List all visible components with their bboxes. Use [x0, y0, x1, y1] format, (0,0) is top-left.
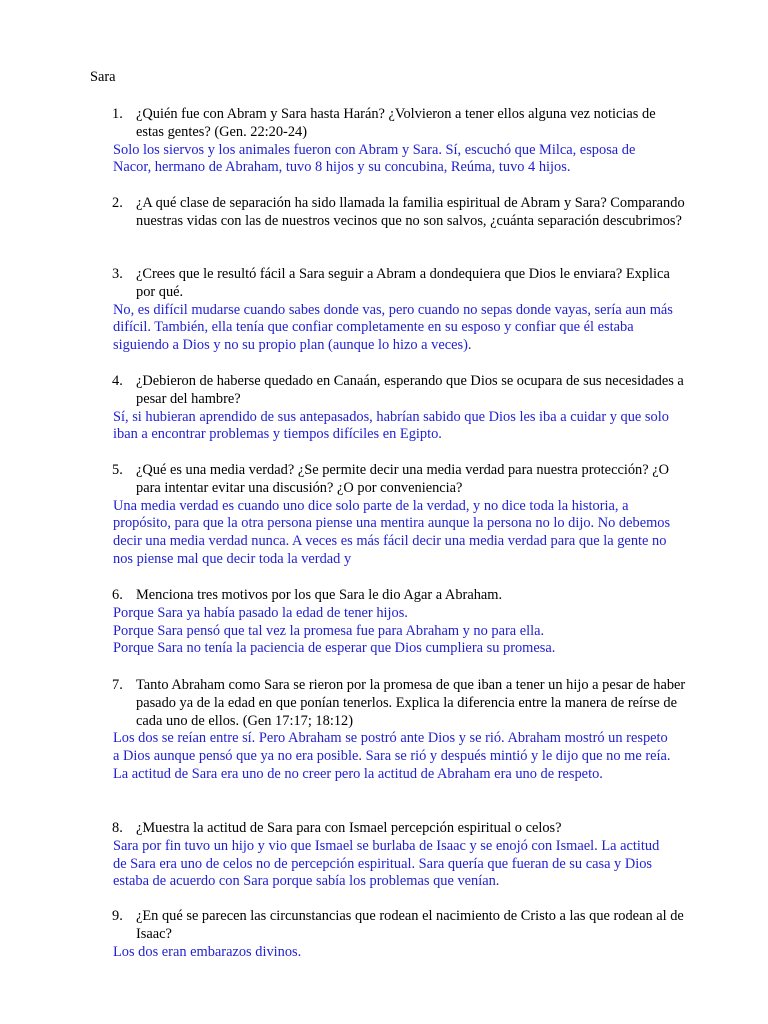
- question-text: [112, 106, 686, 142]
- answer-line: Porque Sara pensó que tal vez la promesa fue para Abraham y no para ella.: [113, 622, 545, 639]
- question-text: [112, 266, 686, 302]
- question-body: ¿En qué se parecen las circunstancias que rodean el nacimiento de Cristo a las que rodean al de Isaac?: [136, 908, 684, 942]
- question-body: ¿A qué clase de separación ha sido llamada la familia espiritual de Abram y Sara? Comparando nuestras vidas con las de nuestros vecinos que no son salvos, ¿cuánta separación descubrimos?: [136, 195, 685, 229]
- question-text: [112, 908, 686, 944]
- question-number: 6.: [112, 587, 123, 603]
- question-block-6: [0, 587, 768, 658]
- question-number: 2.: [112, 195, 123, 211]
- question-body: Menciona tres motivos por los que Sara le dio Agar a Abraham.: [136, 587, 503, 603]
- question-number: 8.: [112, 820, 123, 836]
- question-number: 5.: [112, 462, 123, 478]
- answer-text: [113, 838, 673, 891]
- answer-text: [113, 302, 673, 355]
- answer-line: Porque Sara no tenía la paciencia de esperar que Dios cumpliera su promesa.: [113, 640, 556, 657]
- question-block-7: [0, 677, 768, 784]
- question-number: 1.: [112, 106, 123, 122]
- question-text: [112, 677, 686, 730]
- question-number: 7.: [112, 677, 123, 693]
- answer-line: Porque Sara ya había pasado la edad de tener hijos.: [113, 604, 408, 621]
- answer-line: Sara por fin tuvo un hijo y vio que Ismael se burlaba de Isaac y se enojó con Ismael. La actitud de Sara era uno de celos no de percepción espiritual. Sara quería que fueran de su casa y Dios estaba de acuerdo con Sara porque sabía los problemas que venían.: [113, 837, 660, 890]
- question-block-9: [0, 908, 768, 961]
- question-block-8: [0, 820, 768, 891]
- question-number: 4.: [112, 373, 123, 389]
- question-text: [112, 373, 686, 409]
- question-block-4: [0, 373, 768, 444]
- question-number: 3.: [112, 266, 123, 282]
- question-block-1: [0, 106, 768, 177]
- question-body: Tanto Abraham como Sara se rieron por la promesa de que iban a tener un hijo a pesar de haber pasado ya de la edad en que ponían tenerlos. Explica la diferencia entre la manera de reírse de cada uno de ellos. (Gen 17:17; 18:12): [136, 677, 686, 729]
- question-text: [112, 195, 686, 231]
- answer-text: [113, 605, 673, 658]
- question-block-3: [0, 266, 768, 355]
- question-body: ¿Crees que le resultó fácil a Sara seguir a Abram a dondequiera que Dios le enviara? Explica por qué.: [136, 266, 670, 300]
- answer-line: Una media verdad es cuando uno dice solo parte de la verdad, y no dice toda la historia, a propósito, para que la otra persona piense una mentira aunque la persona no lo dijo. No debemos decir una media verdad nunca. A veces es más fácil decir una media verdad para que la gente no nos piense mal que decir toda la verdad y: [113, 497, 671, 567]
- question-body: ¿Quién fue con Abram y Sara hasta Harán? ¿Volvieron a tener ellos alguna vez noticias de estas gentes? (Gen. 22:20-24): [136, 106, 656, 140]
- answer-text: [113, 409, 673, 445]
- answer-line: Los dos se reían entre sí. Pero Abraham se postró ante Dios y se rió. Abraham mostró un respeto a Dios aunque pensó que ya no era posible. Sara se rió y después mintió y le dijo que no me reía. La actitud de Sara era uno de no creer pero la actitud de Abraham era uno de respeto.: [113, 730, 671, 782]
- answer-line: Sí, si hubieran aprendido de sus antepasados, habrían sabido que Dios les iba a cuidar y que solo iban a encontrar problemas y tiempos difíciles en Egipto.: [113, 408, 669, 443]
- answer-text: [113, 730, 673, 783]
- question-text: [112, 820, 686, 838]
- answer-line: No, es difícil mudarse cuando sabes donde vas, pero cuando no sepas donde vayas, sería aun más difícil. También, ella tenía que confiar completamente en su esposo y confiar que él estaba siguiendo a Dios y no su propio plan (aunque lo hizo a veces).: [113, 301, 673, 354]
- question-block-2: [0, 195, 768, 231]
- question-body: ¿Debieron de haberse quedado en Canaán, esperando que Dios se ocupara de sus necesidades a pesar del hambre?: [136, 373, 684, 407]
- answer-text: [113, 142, 673, 178]
- answer-text: [113, 498, 673, 569]
- question-block-5: [0, 462, 768, 569]
- question-text: [112, 462, 686, 498]
- question-text: [112, 587, 686, 605]
- document-title: Sara: [90, 69, 116, 85]
- question-body: ¿Muestra la actitud de Sara para con Ismael percepción espiritual o celos?: [136, 820, 562, 836]
- answer-line: Los dos eran embarazos divinos.: [113, 943, 302, 960]
- answer-line: Solo los siervos y los animales fueron con Abram y Sara. Sí, escuchó que Milca, esposa de Nacor, hermano de Abraham, tuvo 8 hijos y su concubina, Reúma, tuvo 4 hijos.: [113, 141, 636, 176]
- question-number: 9.: [112, 908, 123, 924]
- question-body: ¿Qué es una media verdad? ¿Se permite decir una media verdad para nuestra protección? ¿O para intentar evitar una discusión? ¿O por conveniencia?: [136, 462, 669, 496]
- answer-text: [113, 944, 673, 962]
